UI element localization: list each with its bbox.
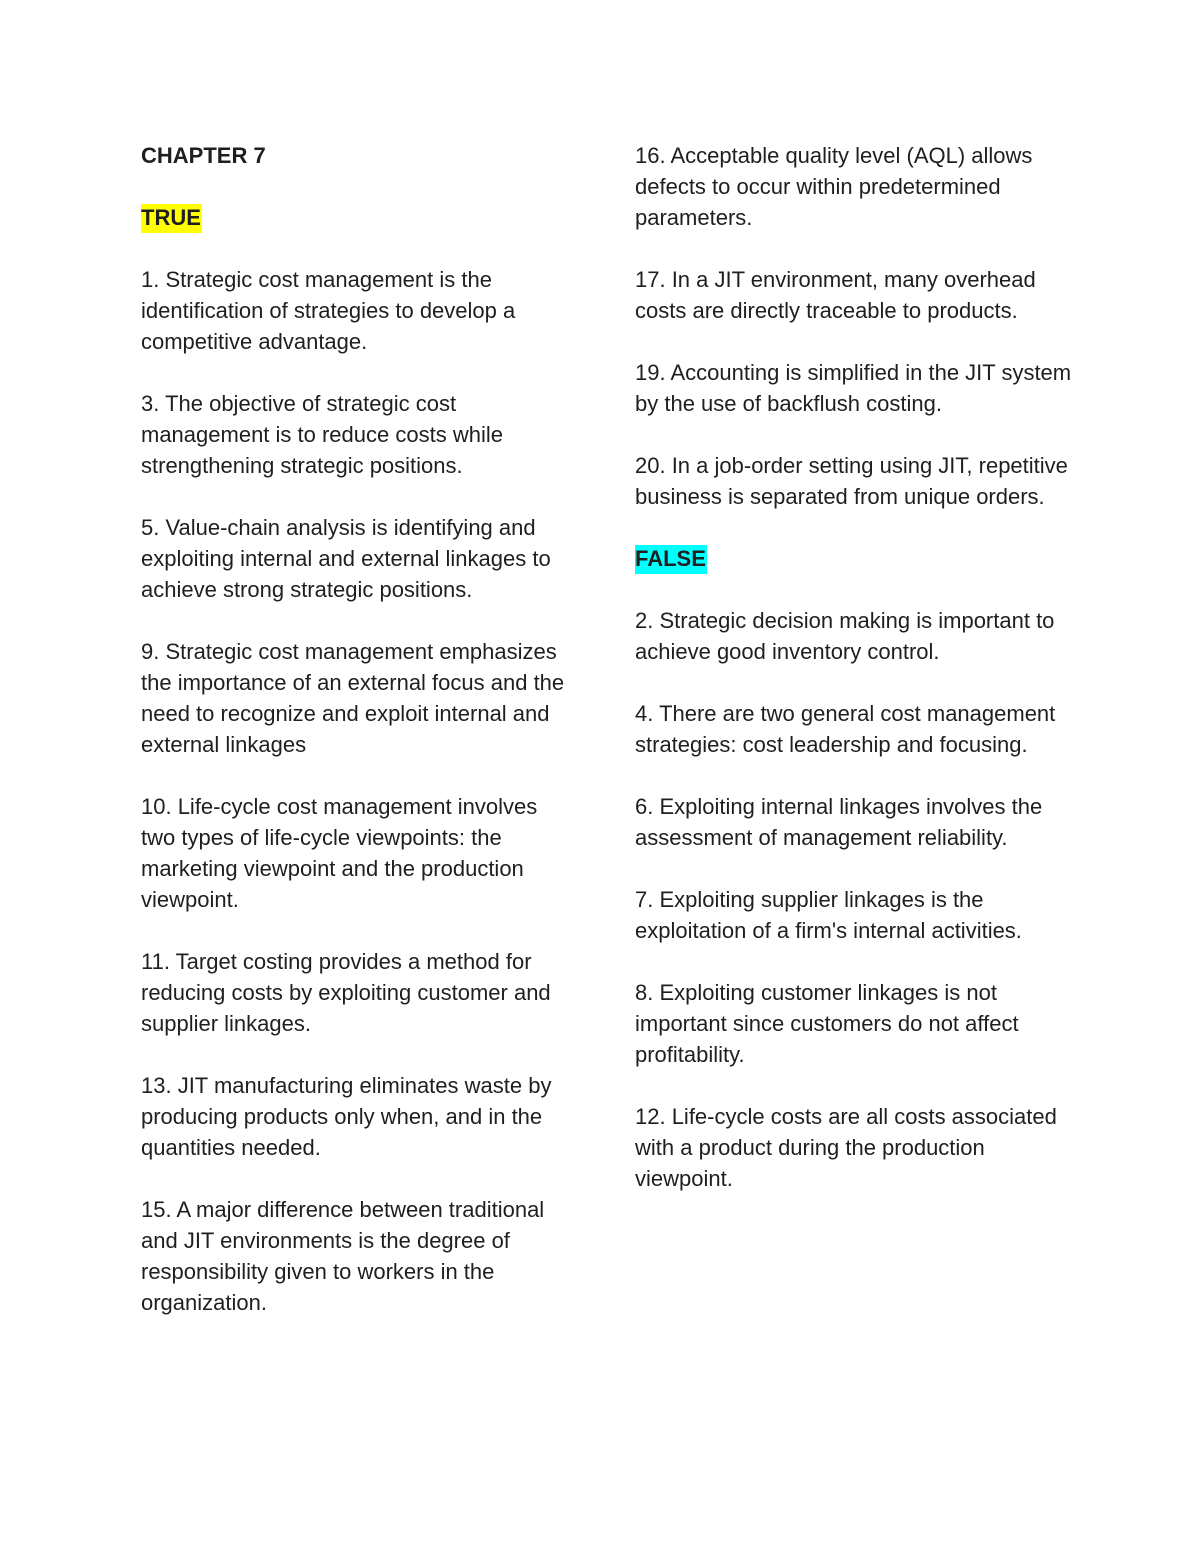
- true-item-15: 15. A major difference between traditional and JIT environments is the degree of responsibility given to workers in the organization.: [141, 1197, 545, 1315]
- false-item-4: 4. There are two general cost management strategies: cost leadership and focusing.: [635, 701, 1056, 757]
- true-item-5: 5. Value-chain analysis is identifying and exploiting internal and external linkages to achieve strong strategic positions.: [141, 515, 551, 602]
- true-item-16: 16. Acceptable quality level (AQL) allows defects to occur within predetermined parameters.: [635, 143, 1033, 230]
- false-heading-highlight: FALSE: [635, 545, 707, 574]
- true-item-3: 3. The objective of strategic cost management is to reduce costs while strengthening strategic positions.: [141, 391, 503, 478]
- chapter-title: CHAPTER 7: [141, 143, 266, 168]
- true-item-11: 11. Target costing provides a method for reducing costs by exploiting customer and supplier linkages.: [141, 949, 551, 1036]
- true-section-heading: [141, 202, 571, 233]
- true-item-13: 13. JIT manufacturing eliminates waste by producing products only when, and in the quantities needed.: [141, 1073, 552, 1160]
- false-item-7: 7. Exploiting supplier linkages is the exploitation of a firm's internal activities.: [635, 887, 1022, 943]
- false-item-2: 2. Strategic decision making is important to achieve good inventory control.: [635, 608, 1055, 664]
- true-heading-highlight: TRUE: [141, 204, 202, 233]
- false-item-12: 12. Life-cycle costs are all costs associated with a product during the production viewpoint.: [635, 1104, 1057, 1191]
- true-item-1: 1. Strategic cost management is the identification of strategies to develop a competitive advantage.: [141, 267, 516, 354]
- true-item-9: 9. Strategic cost management emphasizes the importance of an external focus and the need to recognize and exploit internal and external linkages: [141, 639, 565, 757]
- true-item-19: 19. Accounting is simplified in the JIT system by the use of backflush costing.: [635, 360, 1072, 416]
- false-item-6: 6. Exploiting internal linkages involves the assessment of management reliability.: [635, 794, 1043, 850]
- right-column: [635, 140, 1075, 1225]
- false-item-8: 8. Exploiting customer linkages is not important since customers do not affect profitability.: [635, 980, 1019, 1067]
- true-item-10: 10. Life-cycle cost management involves two types of life-cycle viewpoints: the marketing viewpoint and the production viewpoint.: [141, 794, 538, 912]
- true-item-17: 17. In a JIT environment, many overhead costs are directly traceable to products.: [635, 267, 1036, 323]
- true-item-20: 20. In a job-order setting using JIT, repetitive business is separated from unique orders.: [635, 453, 1068, 509]
- left-column: [141, 140, 571, 1349]
- false-section-heading: [635, 543, 1075, 574]
